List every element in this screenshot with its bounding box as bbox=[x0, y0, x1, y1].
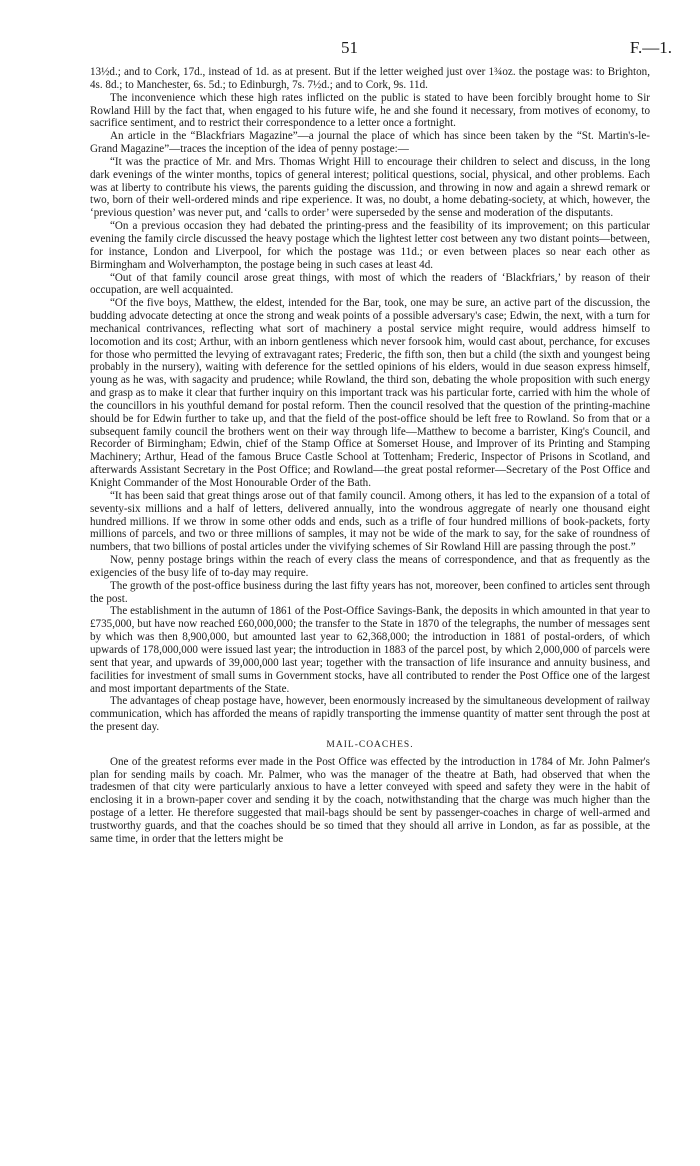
paragraph: Now, penny postage brings within the reach of every class the means of correspondence, and that as frequently as the exigencies of the busy life of to-day may require. bbox=[90, 554, 650, 579]
paragraph: The establishment in the autumn of 1861 of the Post-Office Savings-Bank, the deposits in which amounted in that year to £735,000, but have now reached £60,000,000; the transfer to the State in 1870 of the telegraphs, the number of messages sent by which was then 8,900,000, but amounted last year to 62,368,000; the introduction in 1881 of postal-orders, of which upwards of 178,000,000 were issued last year; the introduction in 1883 of the parcel post, by which 2,000,000 of parcels were sent that year, and upwards of 39,000,000 last year; together with the transaction of life insurance and annuity business, and facilities for investment of small sums in Government stocks, have all contributed to render the Post Office one of the largest and most important departments of the State. bbox=[90, 605, 650, 695]
page-header bbox=[0, 38, 700, 60]
paragraph: The inconvenience which these high rates inflicted on the public is stated to have been forcibly brought home to Sir Rowland Hill by the fact that, when engaged to his future wife, he and she found it necessary, from motives of economy, to sacrifice sentiment, and to restrict their correspondence to a letter once a fortnight. bbox=[90, 91, 650, 130]
paragraph: 13½d.; and to Cork, 17d., instead of 1d. as at present. But if the letter weighed just over 1¾oz. the postage was: to Brighton, 4s. 8d.; to Manchester, 6s. 5d.; to Edinburgh, 7s. 7½d.; and to Cork, 9s. 11d. bbox=[90, 66, 650, 91]
quoted-paragraph: “It was the practice of Mr. and Mrs. Thomas Wright Hill to encourage their children to select and discuss, in the long dark evenings of the winter months, topics of general interest; political questions, social, physical, and other problems. Each was at liberty to contribute his views, the parents guiding the discussion, and throwing in now and again a shrewd remark or two, born of their well-ordered minds and ripe experience. It was, no doubt, a home debating-society, at which, however, the ‘previous question’ was never put, and ‘calls to order’ were superseded by the sense and moderation of the disputants. bbox=[90, 155, 650, 220]
paragraph: The advantages of cheap postage have, however, been enormously increased by the simultaneous development of railway communication, which has afforded the means of rapidly transporting the immense quantity of matter sent through the post at the present day. bbox=[90, 695, 650, 734]
document-body bbox=[90, 66, 650, 846]
paragraph: The growth of the post-office business during the last fifty years has not, moreover, been confined to articles sent through the post. bbox=[90, 579, 650, 605]
section-heading: MAIL-COACHES. bbox=[326, 739, 414, 750]
paragraph: One of the greatest reforms ever made in the Post Office was effected by the introduction in 1784 of Mr. John Palmer's plan for sending mails by coach. Mr. Palmer, who was the manager of the theatre at Bath, had observed that when the tradesmen of that city were particularly anxious to have a letter conveyed with speed and safety they were in the habit of enclosing it in a brown-paper cover and sending it by the coach, notwithstanding that the charge was much higher than the postage of a letter. He therefore suggested that mail-bags should be sent by passenger-coaches in charge of well-armed and trustworthy guards, and that the coaches should be so timed that they should all arrive in London, as far as possible, at the same time, in order that the letters might be bbox=[90, 755, 650, 845]
quoted-paragraph: “On a previous occasion they had debated the printing-press and the feasibility of its improvement; on this particular evening the family circle discussed the heavy postage which the lightest letter cost between any two distant points—between, for instance, London and Liverpool, for which the postage was 11d.; or even between places so near each other as Birmingham and Wolverhampton, the postage being in such cases at least 4d. bbox=[90, 220, 650, 271]
quoted-paragraph: “Of the five boys, Matthew, the eldest, intended for the Bar, took, one may be sure, an active part of the discussion, the budding advocate detecting at once the strong and weak points of a possible adversary's case; Edwin, the next, with a turn for mechanical contrivances, reflecting what sort of machinery a postal service might require, would address himself to locomotion and its cost; Arthur, with an inborn gentleness which never forsook him, would cast about, perchance, for excuses for those who permitted the levying of extravagant rates; Frederic, the fifth son, then but a child (the sixth and youngest being probably in the nursery), waiting with deference for the settled opinions of his elders, would in due season express himself, young as he was, with sagacity and prudence; while Rowland, the third son, debating the whole proposition with such energy and grasp as to make it clear that further inquiry on this important track was his particular forte, carried with him the whole of the councillors in his youthful demand for postal reform. Then the council resolved that the question of the printing-machine should be for Edwin further to take up, and that the field of the post-office should be left free to Rowland. So from that or a subsequent family council the brothers went on their way through life—Matthew to become a barrister, King's Council, and Recorder of Birmingham; Edwin, chief of the Stamp Office at Somerset House, and Improver of its Printing and Stamping Machinery; Arthur, Head of the famous Bruce Castle School at Tottenham; Frederic, Inspector of Prisons in Scotland, and afterwards Assistant Secretary in the Post Office; and Rowland—the great postal reformer—Secretary of the Post Office and Knight Commander of the Most Honourable Order of the Bath. bbox=[90, 297, 650, 489]
section-reference: F.—1. bbox=[629, 38, 672, 57]
quoted-paragraph: “It has been said that great things arose out of that family council. Among others, it has led to the expansion of a total of seventy-six millions and a half of letters, delivered annually, into the wondrous aggregate of nearly one thousand eight hundred millions. If we throw in some other odds and ends, such as a trifle of four hundred millions of book-packets, forty millions of parcels, and two or three millions of samples, it may not be wide of the mark to say, for the sake of roundness of numbers, that two billions of postal articles under the vivifying schemes of Sir Rowland Hill are passing through the post.” bbox=[90, 489, 650, 554]
quoted-paragraph: “Out of that family council arose great things, with most of which the readers of ‘Blackfriars,’ by reason of their occupation, are well acquainted. bbox=[90, 271, 650, 297]
page-number: 51 bbox=[341, 38, 358, 57]
paragraph: An article in the “Blackfriars Magazine”—a journal the place of which has since been taken by the “St. Martin's-le-Grand Magazine”—traces the inception of the idea of penny postage:— bbox=[90, 130, 650, 156]
